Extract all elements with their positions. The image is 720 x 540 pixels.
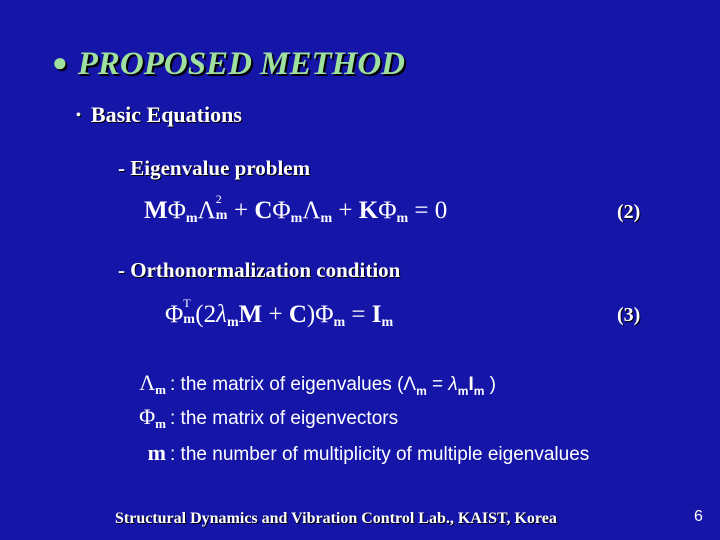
definition-m [108, 440, 589, 466]
page-number: 6 [694, 508, 703, 525]
eigenvalue-problem-label: - Eigenvalue problem [118, 156, 311, 180]
definition-m-text: : the number of multiplicity of multiple eigenvalues [170, 444, 590, 465]
equation-number-2: (2) [617, 201, 641, 223]
definition-lambda [108, 370, 496, 398]
lambda-symbol: $\Lambda_m$ [139, 370, 166, 397]
definition-phi [108, 404, 398, 432]
m-symbol: m [147, 440, 166, 465]
bullet-dot-icon: ● [52, 48, 68, 77]
section-heading-text: Basic Equations [90, 102, 242, 127]
slide-title [52, 46, 405, 83]
definition-phi-text: : the matrix of eigenvectors [170, 408, 399, 429]
section-heading [76, 102, 242, 128]
bullet-dot-icon: • [76, 108, 81, 123]
equation-number-3: (3) [617, 304, 641, 326]
phi-symbol: $\Phi_m$ [139, 404, 166, 431]
slide-title-text: PROPOSED METHOD [77, 46, 405, 82]
definition-lambda-text: : the matrix of eigenvalues ($\Lambda_m = \lambda_mI_m$ ) [170, 374, 497, 398]
footer-text: Structural Dynamics and Vibration Control Lab., KAIST, Korea [115, 510, 557, 527]
eigenvalue-equation: $M\Phi_m\Lambda$ 2 m + $C\Phi_m\Lambda_m + K\Phi_m = 0$ [144, 192, 448, 226]
orthonormalization-label: - Orthonormalization condition [118, 258, 401, 282]
orthonormalization-equation: Φ T m $(2\lambda_mM + C)\Phi_m = I_m$ [165, 296, 394, 330]
